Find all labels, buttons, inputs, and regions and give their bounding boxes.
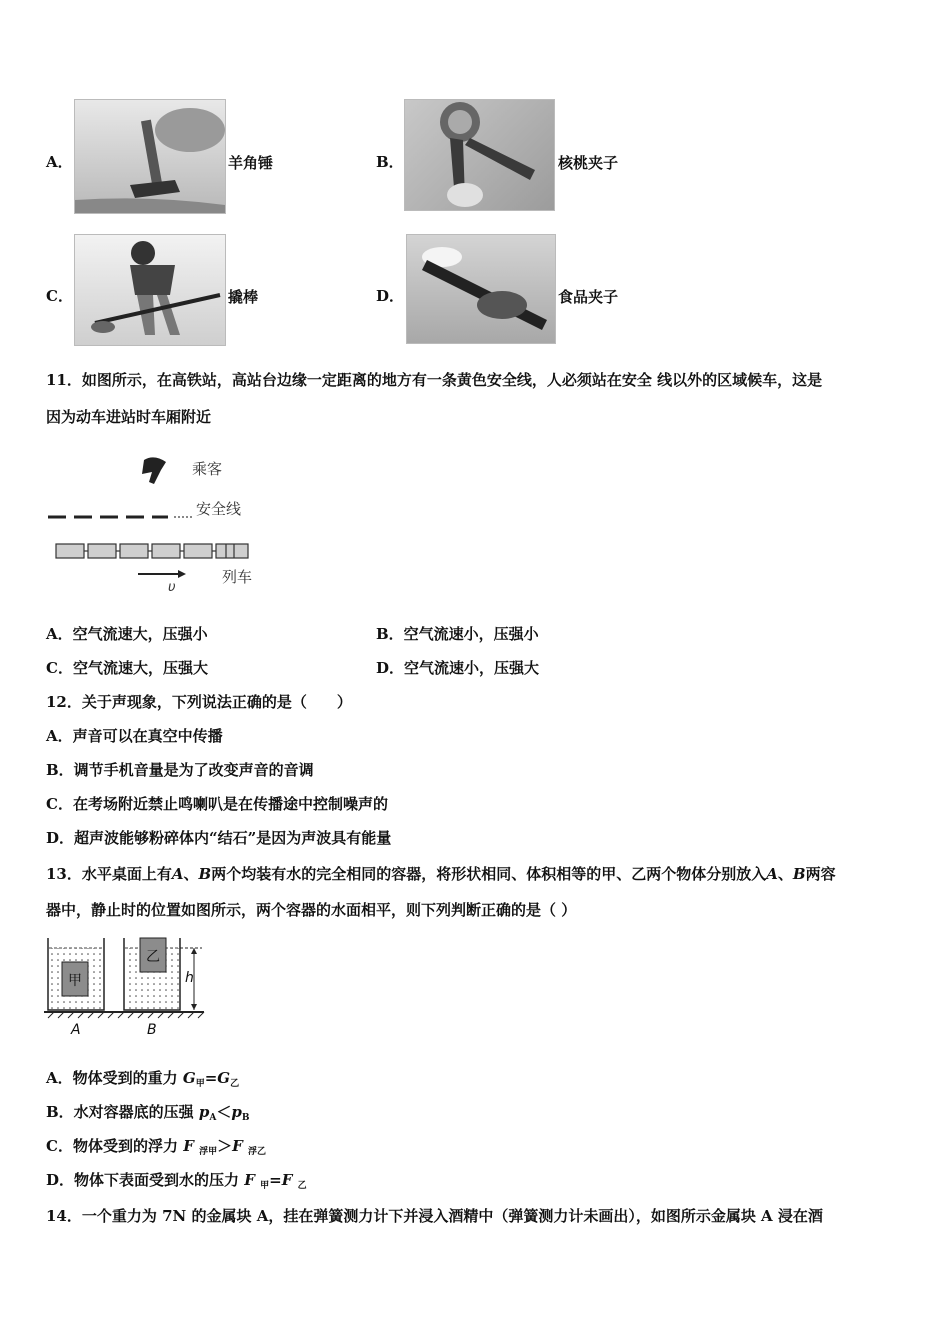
q11-option-c: C．空气流速大，压强大 bbox=[46, 659, 208, 677]
q13-option-c: C．物体受到的浮力 F $_{浮甲}$＞F $_{浮乙}$ bbox=[46, 1137, 267, 1157]
q11-stem-line2: 因为动车进站时车厢附近 bbox=[46, 408, 212, 426]
q10-option-d-caption: 食品夹子 bbox=[558, 288, 619, 306]
food-tongs-icon bbox=[407, 235, 555, 343]
train-icon bbox=[56, 544, 248, 558]
q13-stem-line1: 13．水平桌面上有A、B两个均装有水的完全相同的容器，将形状相同、体积相等的甲、乙两个物体分别放入A、B两容 bbox=[46, 865, 836, 883]
q10-option-c-caption: 撬棒 bbox=[228, 288, 259, 306]
q13-option-b: B．水对容器底的压强 $p_A<p_B$ bbox=[46, 1103, 250, 1123]
hammer-icon bbox=[75, 100, 225, 213]
q13-option-d: D．物体下表面受到水的压力 F $_甲$=F $_乙$ bbox=[46, 1171, 307, 1191]
q12-option-b: B．调节手机音量是为了改变声音的音调 bbox=[46, 761, 314, 779]
q10-option-d-letter: D． bbox=[376, 287, 405, 305]
train-label: 列车 bbox=[222, 568, 253, 586]
q11-stem-line1: 11．如图所示，在高铁站，高站台边缘一定距离的地方有一条黄色安全线，人必须站在安全 线以外的区域候车，这是 bbox=[46, 371, 823, 389]
velocity-label: υ bbox=[168, 580, 176, 595]
object-yi-label: 乙 bbox=[146, 949, 160, 965]
walnut-cracker-icon bbox=[405, 100, 554, 210]
q12-stem: 12．关于声现象，下列说法正确的是（ ） bbox=[46, 693, 352, 711]
safety-line-label: 安全线 bbox=[196, 500, 242, 518]
q10-option-b-caption: 核桃夹子 bbox=[558, 154, 619, 172]
q11-option-d: D．空气流速小，压强大 bbox=[376, 659, 540, 677]
q13-stem-line2: 器中，静止时的位置如图所示，两个容器的水面相平，则下列判断正确的是（ ） bbox=[46, 901, 577, 919]
container-a-label: A bbox=[71, 1022, 81, 1038]
crowbar-photo bbox=[74, 234, 226, 346]
object-jia-label: 甲 bbox=[68, 973, 82, 989]
hammer-photo bbox=[74, 99, 226, 214]
q10-option-a-caption: 羊角锤 bbox=[228, 154, 274, 172]
q11-option-b: B．空气流速小，压强小 bbox=[376, 625, 539, 643]
q13-figure bbox=[44, 934, 214, 1044]
passenger-icon bbox=[142, 457, 166, 484]
q12-option-a: A．声音可以在真空中传播 bbox=[46, 727, 223, 745]
container-b-label: B bbox=[147, 1022, 157, 1038]
walnut-cracker-photo bbox=[404, 99, 555, 211]
q12-option-c: C．在考场附近禁止鸣喇叭是在传播途中控制噪声的 bbox=[46, 795, 388, 813]
q11-figure bbox=[46, 452, 266, 600]
q10-option-c-letter: C． bbox=[46, 287, 73, 305]
q12-option-d: D．超声波能够粉碎体内“结石”是因为声波具有能量 bbox=[46, 829, 392, 847]
q10-option-b-letter: B． bbox=[376, 153, 404, 171]
q10-option-a-letter: A． bbox=[46, 153, 73, 171]
q11-option-a: A．空气流速大，压强小 bbox=[46, 625, 208, 643]
food-tongs-photo bbox=[406, 234, 556, 344]
crowbar-icon bbox=[75, 235, 225, 345]
q13-option-a: A．物体受到的重力 $G_甲=G_乙$ bbox=[46, 1069, 240, 1089]
h-label: h bbox=[185, 970, 194, 986]
passenger-label: 乘客 bbox=[192, 460, 223, 478]
q14-stem-line1: 14．一个重力为 7N 的金属块 A，挂在弹簧测力计下并浸入酒精中（弹簧测力计未画出），如图所示金属块 A 浸在酒 bbox=[46, 1207, 823, 1225]
